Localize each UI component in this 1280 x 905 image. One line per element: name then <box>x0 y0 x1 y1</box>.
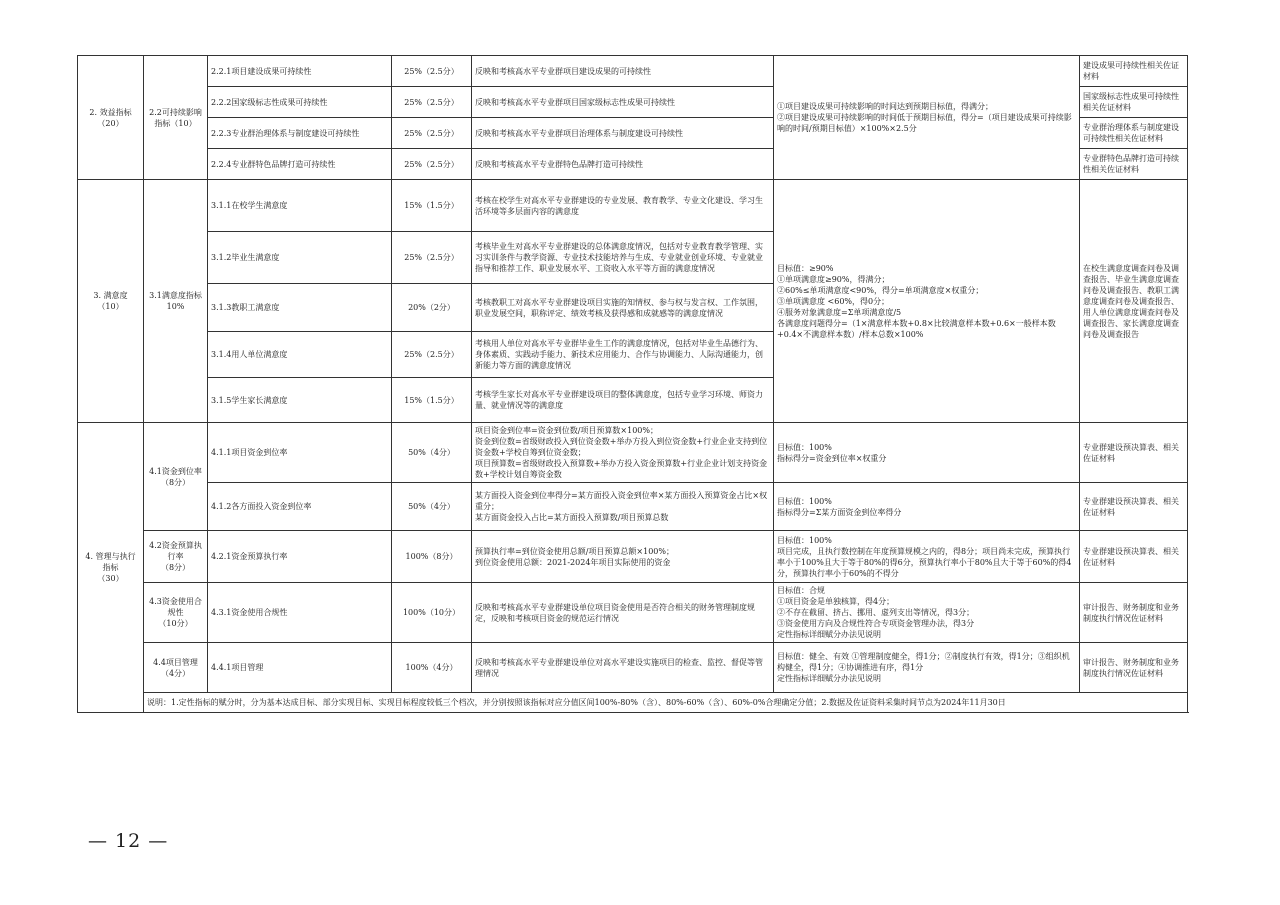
indicator-weight: 50%（4分） <box>392 423 472 483</box>
indicator-desc: 反映和考核高水平专业群建设单位项目资金使用是否符合相关的财务管理制度规定，反映和考核项目资金的规范运行情况 <box>472 583 774 643</box>
scoring-cell: 目标值：≥90% ①单项满意度≥90%，得满分； ②60%≤单项满意度<90%，得分=单项满意度×权重分； ③单项满意度 <60%，得0分； ④服务对象满意度=Σ单项满意度/5 各满意度问题得分=（1×满意样本数+0.8×比较满意样本数+0.6×一般样本数+0.4×不满意样本数）/样本总数×100% <box>774 180 1080 423</box>
indicator-name: 4.2.1资金预算执行率 <box>208 531 392 583</box>
indicator-name: 4.3.1资金使用合规性 <box>208 583 392 643</box>
indicator-desc: 反映和考核高水平专业群项目建设成果的可持续性 <box>472 56 774 87</box>
table-row <box>78 693 1188 713</box>
scoring-cell: 目标值：100% 项目完成，且执行数控制在年度预算规模之内的，得8分；项目尚未完成，预算执行率小于100%且大于等于80%的得6分，预算执行率小于80%且大于等于60%的得4分，预算执行率小于60%的不得分 <box>774 531 1080 583</box>
table-row <box>78 483 1188 531</box>
table-row <box>78 180 1188 232</box>
level2-cell: 3.1满意度指标 10% <box>144 180 208 423</box>
table-row <box>78 531 1188 583</box>
evidence-cell: 专业群特色品牌打造可持续性相关佐证材料 <box>1080 149 1188 180</box>
evidence-cell: 国家级标志性成果可持续性相关佐证材料 <box>1080 87 1188 118</box>
evidence-cell: 专业群建设预决算表、相关佐证材料 <box>1080 423 1188 483</box>
level2-cell: 2.2可持续影响 指标（10） <box>144 56 208 180</box>
indicator-weight: 25%（2.5分） <box>392 56 472 87</box>
indicator-desc: 反映和考核高水平专业群建设单位对高水平建设实施项目的检查、监控、督促等管理情况 <box>472 643 774 693</box>
indicator-name: 4.4.1项目管理 <box>208 643 392 693</box>
indicator-desc: 考核学生家长对高水平专业群建设项目的整体满意度，包括专业学习环境、师资力量、就业情况等的满意度 <box>472 378 774 423</box>
evidence-cell: 审计报告、财务制度和业务制度执行情况佐证材料 <box>1080 643 1188 693</box>
indicator-name: 3.1.3教职工满意度 <box>208 284 392 332</box>
indicator-desc: 反映和考核高水平专业群项目国家级标志性成果可持续性 <box>472 87 774 118</box>
level2-cell: 4.3资金使用合 规性 （10分） <box>144 583 208 643</box>
evidence-cell: 专业群建设预决算表、相关佐证材料 <box>1080 531 1188 583</box>
evidence-cell: 专业群建设预决算表、相关佐证材料 <box>1080 483 1188 531</box>
indicator-name: 3.1.4用人单位满意度 <box>208 332 392 378</box>
scoring-cell: 目标值：合规 ①项目资金是单独核算，得4分； ②不存在截留、挤占、挪用、虚列支出等情况，得3分； ③资金使用方向及合规性符合专项资金管理办法，得3分 定性指标详细赋分办法见说明 <box>774 583 1080 643</box>
indicator-desc: 某方面投入资金到位率得分=某方面投入资金到位率×某方面投入预算资金占比×权重分； 某方面资金投入占比=某方面投入预算数/项目预算总数 <box>472 483 774 531</box>
scoring-cell: 目标值：健全、有效 ①管理制度健全，得1分；②制度执行有效，得1分；③组织机构健全，得1分；④协调推进有序，得1分 定性指标详细赋分办法见说明 <box>774 643 1080 693</box>
indicator-weight: 15%（1.5分） <box>392 180 472 232</box>
level2-cell: 4.4项目管理 （4分） <box>144 643 208 693</box>
level1-cell: 2. 效益指标 （20） <box>78 56 144 180</box>
evidence-cell: 在校生满意度调查问卷及调查报告、毕业生满意度调查问卷及调查报告、教职工满意度调查问卷及调查报告、用人单位满意度调查问卷及调查报告、家长满意度调查问卷及调查报告 <box>1080 180 1188 423</box>
indicator-desc: 项目资金到位率=资金到位数/项目预算数×100%； 资金到位数=省级财政投入到位资金数+举办方投入到位资金数+行业企业支持到位资金数+学校自筹到位资金数； 项目预算数=省级财政投入预算数+举办方投入资金预算数+行业企业计划支持资金数+学校计划自筹资金数 <box>472 423 774 483</box>
indicator-name: 4.1.2各方面投入资金到位率 <box>208 483 392 531</box>
level1-cell: 3. 满意度 （10） <box>78 180 144 423</box>
indicator-desc: 考核教职工对高水平专业群建设项目实施的知情权、参与权与发言权、工作氛围，职业发展空间，职称评定、绩效考核及获得感和成就感等的满意度情况 <box>472 284 774 332</box>
indicator-desc: 反映和考核高水平专业群特色品牌打造可持续性 <box>472 149 774 180</box>
indicator-desc: 预算执行率=到位资金使用总额/项目预算总额×100%； 到位资金使用总额：2021-2024年项目实际使用的资金 <box>472 531 774 583</box>
table-note: 说明：1.定性指标的赋分时，分为基本达成目标、部分实现目标、实现目标程度较低三个档次，并分别按照该指标对应分值区间100%-80%（含）、80%-60%（含）、60%-0%合理确定分值；2.数据及佐证资料采集时间节点为2024年11月30日 <box>144 693 1188 713</box>
indicator-name: 3.1.5学生家长满意度 <box>208 378 392 423</box>
indicator-weight: 25%（2.5分） <box>392 87 472 118</box>
indicator-name: 3.1.1在校学生满意度 <box>208 180 392 232</box>
level2-cell: 4.1资金到位率 （8分） <box>144 423 208 531</box>
table-row <box>78 56 1188 87</box>
scoring-cell: 目标值：100% 指标得分=资金到位率×权重分 <box>774 423 1080 483</box>
evidence-cell: 建设成果可持续性相关佐证材料 <box>1080 56 1188 87</box>
indicator-weight: 100%（10分） <box>392 583 472 643</box>
indicator-name: 2.2.2国家级标志性成果可持续性 <box>208 87 392 118</box>
indicator-name: 2.2.3专业群治理体系与制度建设可持续性 <box>208 118 392 149</box>
indicator-weight: 25%（2.5分） <box>392 232 472 284</box>
indicator-weight: 20%（2分） <box>392 284 472 332</box>
table-row <box>78 643 1188 693</box>
indicator-desc: 考核用人单位对高水平专业群毕业生工作的满意度情况，包括对毕业生品德行为、身体素质、实践动手能力、新技术应用能力、合作与协调能力、人际沟通能力，创新能力等方面的满意度情况 <box>472 332 774 378</box>
indicator-desc: 考核毕业生对高水平专业群建设的总体满意度情况，包括对专业教育教学管理、实习实训条件与教学资源、专业技术技能培养与生成、专业就业创业环境、专业就业指导和推荐工作、职业发展水平、工资收入水平等方面的满意度情况 <box>472 232 774 284</box>
table-row <box>78 583 1188 643</box>
indicator-desc: 反映和考核高水平专业群项目治理体系与制度建设可持续性 <box>472 118 774 149</box>
indicator-weight: 25%（2.5分） <box>392 332 472 378</box>
table-row <box>78 423 1188 483</box>
level1-cell: 4. 管理与执行 指标 （30） <box>78 423 144 713</box>
indicator-name: 4.1.1项目资金到位率 <box>208 423 392 483</box>
evidence-cell: 专业群治理体系与制度建设可持续性相关佐证材料 <box>1080 118 1188 149</box>
indicator-name: 3.1.2毕业生满意度 <box>208 232 392 284</box>
indicator-weight: 15%（1.5分） <box>392 378 472 423</box>
evidence-cell: 审计报告、财务制度和业务制度执行情况佐证材料 <box>1080 583 1188 643</box>
level2-cell: 4.2资金预算执 行率 （8分） <box>144 531 208 583</box>
indicator-desc: 考核在校学生对高水平专业群建设的专业发展、教育教学、专业文化建设、学习生活环境等多层面内容的满意度 <box>472 180 774 232</box>
indicator-weight: 25%（2.5分） <box>392 118 472 149</box>
indicator-name: 2.2.1项目建设成果可持续性 <box>208 56 392 87</box>
scoring-cell: ①项目建设成果可持续影响的时间达到预期目标值，得满分； ②项目建设成果可持续影响的时间低于预期目标值，得分=（项目建设成果可持续影响的时间/预期目标值）×100%×2.5分 <box>774 56 1080 180</box>
indicator-weight: 100%（4分） <box>392 643 472 693</box>
scoring-cell: 目标值：100% 指标得分=Σ某方面资金到位率得分 <box>774 483 1080 531</box>
indicator-name: 2.2.4专业群特色品牌打造可持续性 <box>208 149 392 180</box>
indicator-weight: 100%（8分） <box>392 531 472 583</box>
page-number: — 12 — <box>88 830 169 852</box>
indicator-table <box>77 55 1188 713</box>
indicator-weight: 25%（2.5分） <box>392 149 472 180</box>
indicator-weight: 50%（4分） <box>392 483 472 531</box>
